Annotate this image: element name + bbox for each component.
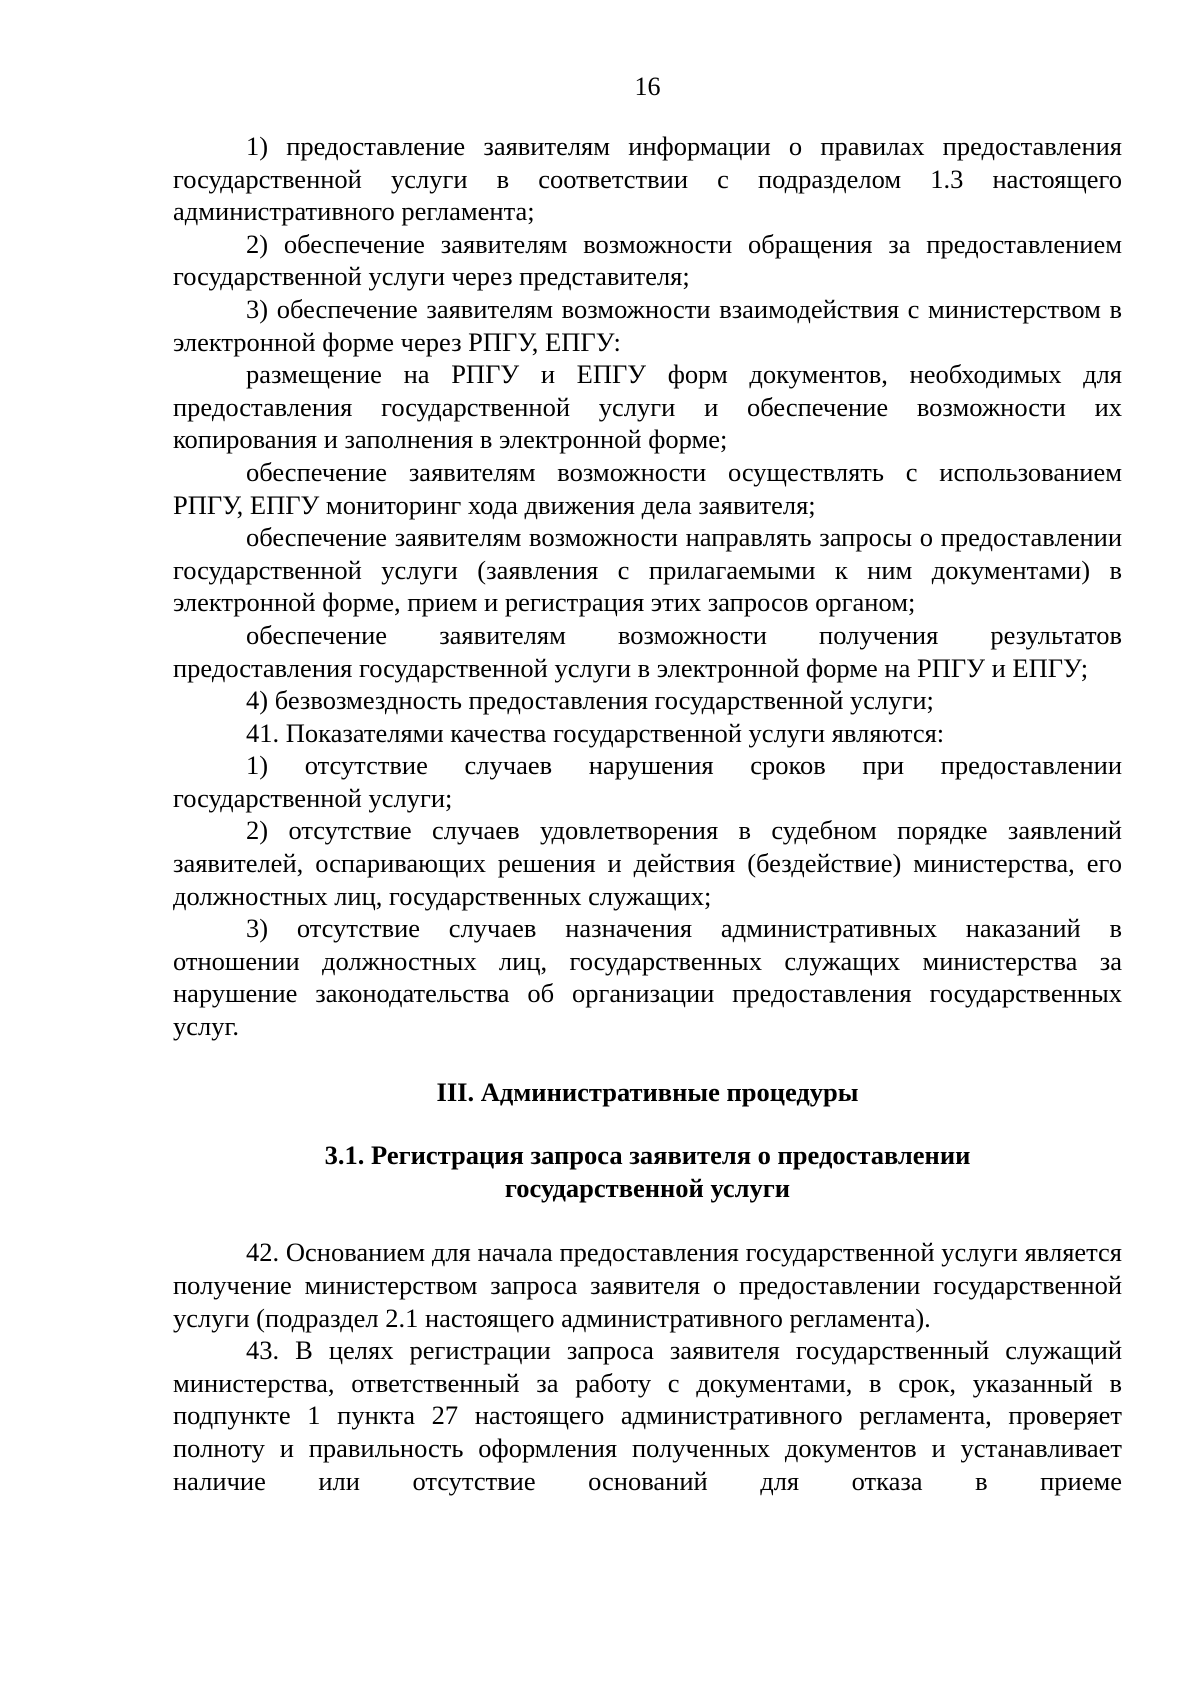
subsection-heading-line-1: 3.1. Регистрация запроса заявителя о предоставлении (324, 1140, 971, 1171)
paragraph-item-3: 3) обеспечение заявителям возможности взаимодействия с министерством в электронной форме через РПГУ, ЕПГУ: (173, 293, 1122, 357)
paragraph-quality-2: 2) отсутствие случаев удовлетворения в судебном порядке заявлений заявителей, оспаривающих решения и действия (бездействие) министерства, его должностных лиц, государственных служащих; (173, 815, 1122, 911)
paragraph-item-2: 2) обеспечение заявителям возможности обращения за предоставлением государственной услуги через представителя; (173, 228, 1122, 292)
paragraph-item-4: 4) безвозмездность предоставления государственной услуги; (246, 685, 934, 716)
paragraph-41: 41. Показателями качества государственной услуги являются: (246, 717, 945, 748)
section-heading: III. Административные процедуры (436, 1076, 859, 1107)
paragraph-43: 43. В целях регистрации запроса заявителя государственный служащий министерства, ответственный за работу с документами, в срок, указанный в подпункте 1 пункта 27 настоящего административного регламента, проверяет полноту и правильность оформления полученных документов и устанавливает наличие или отсутствие оснований для отказа в приеме (173, 1335, 1122, 1496)
paragraph-rpgu-forms: размещение на РПГУ и ЕПГУ форм документов, необходимых для предоставления государственной услуги и обеспечение возможности их копирования и заполнения в электронной форме; (173, 359, 1122, 455)
paragraph-rpgu-monitoring: обеспечение заявителям возможности осуществлять с использованием РПГУ, ЕПГУ мониторинг хода движения дела заявителя; (173, 456, 1122, 520)
paragraph-item-1: 1) предоставление заявителям информации о правилах предоставления государственной услуги в соответствии с подразделом 1.3 настоящего административного регламента; (173, 131, 1122, 227)
document-body (173, 130, 1122, 1497)
page-number: 16 (634, 72, 661, 101)
paragraph-42: 42. Основанием для начала предоставления государственной услуги является получение министерством запроса заявителя о предоставлении государственной услуги (подраздел 2.1 настоящего административного регламента). (173, 1237, 1122, 1333)
paragraph-rpgu-requests: обеспечение заявителям возможности направлять запросы о предоставлении государственной услуги (заявления с прилагаемыми к ним документами) в электронной форме, прием и регистрация этих запросов органом; (173, 522, 1122, 618)
subsection-heading-line-2: государственной услуги (504, 1172, 791, 1203)
paragraph-quality-3: 3) отсутствие случаев назначения административных наказаний в отношении должностных лиц, государственных служащих министерства за нарушение законодательства об организации предоставления государственных услуг. (173, 913, 1122, 1042)
subsection-heading (173, 1139, 1122, 1204)
paragraph-rpgu-results: обеспечение заявителям возможности получения результатов предоставления государственной услуги в электронной форме на РПГУ и ЕПГУ; (173, 619, 1122, 683)
paragraph-quality-1: 1) отсутствие случаев нарушения сроков при предоставлении государственной услуги; (173, 750, 1122, 813)
